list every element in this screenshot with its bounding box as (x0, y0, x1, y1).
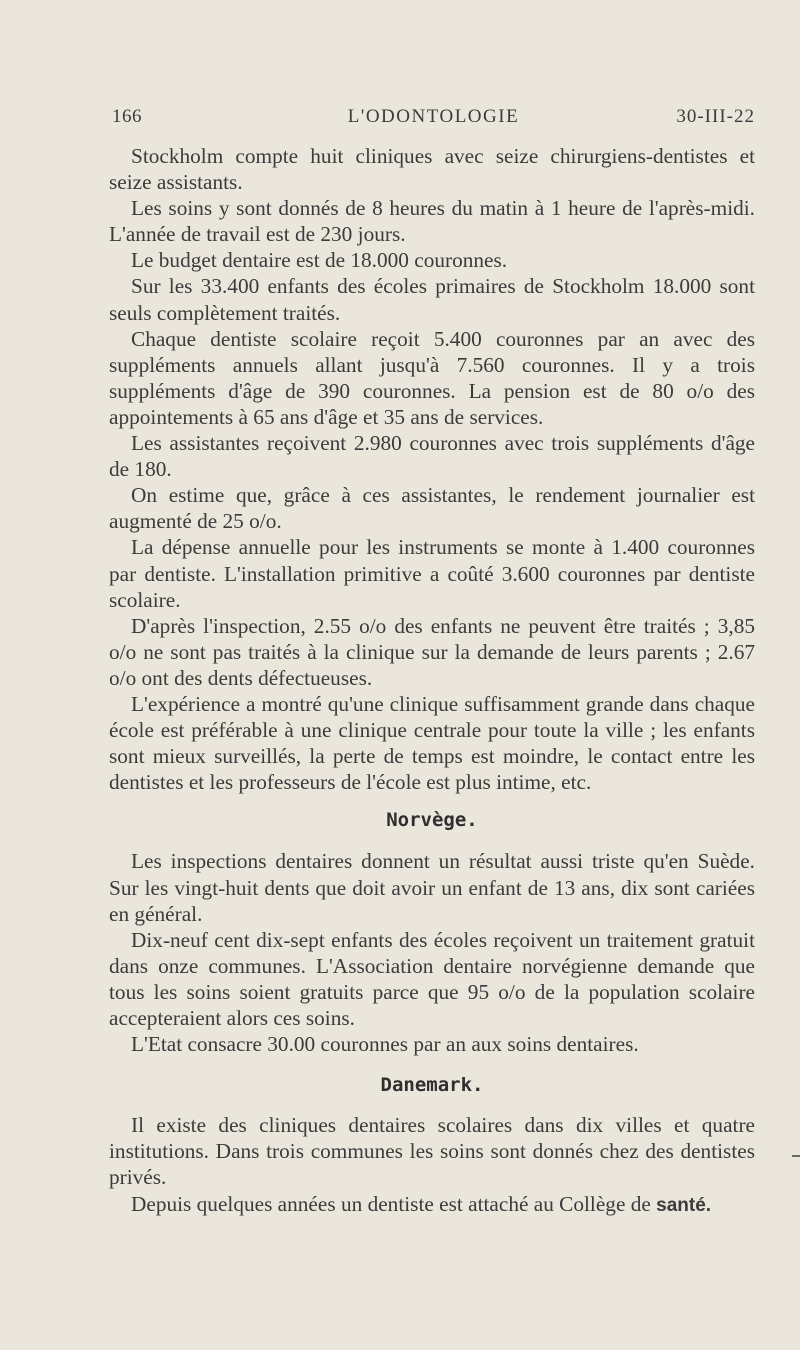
journal-title: L'ODONTOLOGIE (347, 106, 520, 127)
paragraph: Les assistantes reçoivent 2.980 couronnes avec trois suppléments d'âge de 180. (109, 431, 755, 482)
paragraph: La dépense annuelle pour les instruments se monte à 1.400 couronnes par dentiste. L'installation primitive a coûté 3.600 couronnes par dentiste scolaire. (109, 535, 755, 612)
margin-mark (792, 1155, 800, 1157)
paragraph: L'Etat consacre 30.00 couronnes par an aux soins dentaires. (131, 1032, 639, 1057)
paragraph-last-bold-word: santé. (656, 1194, 712, 1216)
paragraph: Le budget dentaire est de 18.000 couronnes. (131, 248, 508, 273)
paragraph: On estime que, grâce à ces assistantes, le rendement journalier est augmenté de 25 o/o. (109, 483, 755, 534)
paragraph: Il existe des cliniques dentaires scolaires dans dix villes et quatre institutions. Dans trois communes les soins sont donnés chez des dentistes privés. (109, 1113, 755, 1190)
section-heading-norvege: Norvège. (386, 809, 478, 832)
paragraph: D'après l'inspection, 2.55 o/o des enfants ne peuvent être traités ; 3,85 o/o ne sont pas traités à la clinique sur la demande de leurs parents ; 2.67 o/o ont des dents défectueuses. (109, 613, 755, 690)
paragraph: Les inspections dentaires donnent un résultat aussi triste qu'en Suède. Sur les vingt-huit dents que doit avoir un enfant de 13 ans, dix sont cariées en général. (109, 849, 755, 926)
paragraph: Dix-neuf cent dix-sept enfants des écoles reçoivent un traitement gratuit dans onze communes. L'Association dentaire norvégienne demande que tous les soins soient gratuits parce que 95 o/o de la population scolaire accepteraient alors ces soins. (109, 927, 755, 1030)
page-number: 166 (112, 106, 142, 127)
issue-date: 30-III-22 (676, 106, 755, 127)
paragraph: Chaque dentiste scolaire reçoit 5.400 couronnes par an avec des suppléments annuels allant jusqu'à 7.560 couronnes. Il y a trois suppléments d'âge de 390 couronnes. La pension est de 80 o/o des appointements à 65 ans d'âge et 35 ans de services. (109, 326, 755, 429)
article-body (109, 143, 755, 1219)
paragraph: Stockholm compte huit cliniques avec seize chirurgiens-dentistes et seize assistants. (109, 144, 755, 195)
paragraph: Les soins y sont donnés de 8 heures du matin à 1 heure de l'après-midi. L'année de travail est de 230 jours. (109, 196, 755, 247)
paragraph-last-text: Depuis quelques années un dentiste est attaché au Collège de (131, 1191, 657, 1216)
section-heading-danemark: Danemark. (380, 1074, 484, 1097)
running-header (112, 106, 755, 136)
paragraph: Sur les 33.400 enfants des écoles primaires de Stockholm 18.000 sont seuls complètement traités. (109, 274, 755, 325)
paragraph-last (109, 1191, 755, 1219)
paragraph: L'expérience a montré qu'une clinique suffisamment grande dans chaque école est préférable à une clinique centrale pour toute la ville ; les enfants sont mieux surveillés, la perte de temps est moindre, le contact entre les dentistes et les professeurs de l'école est plus intime, etc. (109, 691, 755, 795)
